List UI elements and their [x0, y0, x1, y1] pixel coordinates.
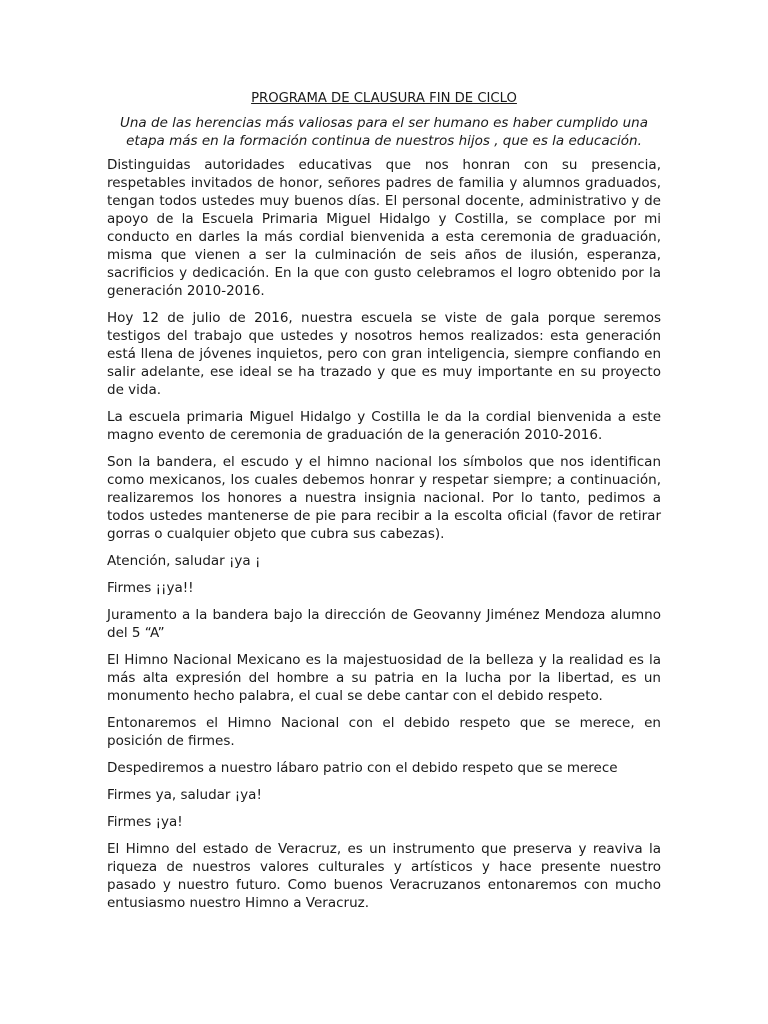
paragraph-firmes: Firmes ¡¡ya!!: [107, 580, 194, 596]
paragraph-national-anthem: El Himno Nacional Mexicano es la majestuosidad de la belleza y la realidad es la más alta expresión del hombre a su patria en la lucha por la libertad, es un monumento hecho palabra, el cual se debe cantar con el debido respeto.: [107, 652, 661, 704]
paragraph-oath: Juramento a la bandera bajo la dirección de Geovanny Jiménez Mendoza alumno del 5 “A”: [107, 607, 661, 641]
document-title: PROGRAMA DE CLAUSURA FIN DE CICLO: [251, 91, 517, 106]
paragraph-firmes-salute: Firmes ya, saludar ¡ya!: [107, 787, 262, 803]
paragraph-welcome: Distinguidas autoridades educativas que nos honran con su presencia, respetables invitados de honor, señores padres de familia y alumnos graduados, tengan todos ustedes muy buenos días. El personal docente, administrativo y de apoyo de la Escuela Primaria Miguel Hidalgo y Costilla, se complace por mi conducto en darles la más cordial bienvenida a esta ceremonia de graduación, misma que vienen a ser la culminación de seis años de ilusión, esperanza, sacrificios y dedicación. En la que con gusto celebramos el logro obtenido por la generación 2010-2016.: [107, 157, 661, 299]
paragraph-sing-anthem: Entonaremos el Himno Nacional con el debido respeto que se merece, en posición de firmes.: [107, 715, 661, 749]
document-page: [107, 90, 661, 921]
paragraph-farewell-flag: Despediremos a nuestro lábaro patrio con el debido respeto que se merece: [107, 760, 618, 776]
paragraph-school-welcome: La escuela primaria Miguel Hidalgo y Costilla le da la cordial bienvenida a este magno evento de ceremonia de graduación de la generación 2010-2016.: [107, 409, 661, 443]
paragraph-firmes-ya: Firmes ¡ya!: [107, 814, 183, 830]
paragraph-date: Hoy 12 de julio de 2016, nuestra escuela se viste de gala porque seremos testigos del trabajo que ustedes y nosotros hemos realizados: esta generación está llena de jóvenes inquietos, pero con gran inteligencia, siempre confiando en salir adelante, ese ideal se ha trazado y que es muy importante en su proyecto de vida.: [107, 310, 661, 398]
epigraph-quote: Una de las herencias más valiosas para el ser humano es haber cumplido una etapa más en la formación continua de nuestros hijos , que es la educación.: [120, 115, 648, 149]
paragraph-national-symbols: Son la bandera, el escudo y el himno nacional los símbolos que nos identifican como mexicanos, los cuales debemos honrar y respetar siempre; a continuación, realizaremos los honores a nuestra insignia nacional. Por lo tanto, pedimos a todos ustedes mantenerse de pie para recibir a la escolta oficial (favor de retirar gorras o cualquier objeto que cubra sus cabezas).: [107, 454, 661, 542]
paragraph-veracruz-anthem: El Himno del estado de Veracruz, es un instrumento que preserva y reaviva la riqueza de nuestros valores culturales y artísticos y hace presente nuestro pasado y nuestro futuro. Como buenos Veracruzanos entonaremos con mucho entusiasmo nuestro Himno a Veracruz.: [107, 841, 661, 911]
paragraph-salute: Atención, saludar ¡ya ¡: [107, 553, 261, 569]
